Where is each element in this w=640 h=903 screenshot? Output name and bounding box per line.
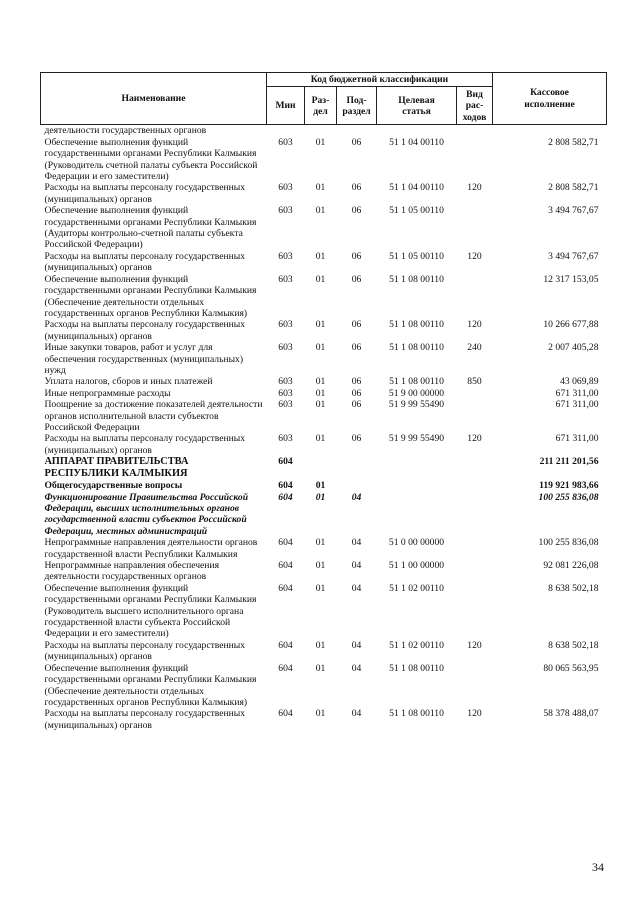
cell-code-podrazdel: 04: [351, 491, 362, 503]
cell-code-vid: 120: [467, 319, 482, 331]
column-header-razdel: Раз- дел: [305, 87, 337, 125]
cell-code-razdel: [305, 125, 337, 137]
cell-code-podrazdel: 04: [351, 537, 362, 549]
cell-code-podrazdel: [337, 480, 377, 491]
cell-code-razdel: 01: [315, 387, 326, 399]
cell-code-razdel: 01: [315, 319, 326, 331]
column-header-article: Целевая статья: [377, 87, 457, 125]
cell-code-podrazdel: 06: [351, 433, 362, 445]
cell-name: Уплата налогов, сборов и иных платежей: [44, 376, 213, 388]
cell-code-razdel: 01: [315, 136, 326, 148]
cell-code-vid: 120: [467, 433, 482, 445]
cell-code-min: 603: [278, 387, 293, 399]
column-header-podrazdel: Под- раздел: [337, 87, 377, 125]
cell-code-podrazdel: 06: [351, 342, 362, 354]
cell-code-article: 51 1 05 00110: [389, 250, 444, 262]
cell-code-razdel: 01: [315, 182, 326, 194]
cell-amount: 671 311,00: [555, 399, 599, 411]
cell-name: Иные закупки товаров, работ и услуг для обеспечения государственных (муниципальных) нужд: [44, 342, 244, 376]
cell-name: Обеспечение выполнения функций государственными органами Республики Калмыкия (Руководитель счетной палаты субъекта Российской Федерации и его заместители): [44, 136, 258, 183]
cell-code-podrazdel: 04: [351, 708, 362, 720]
cell-code-min: 603: [278, 205, 293, 217]
table-row: [41, 376, 607, 387]
table-row: [41, 640, 607, 663]
table-row: [41, 492, 607, 538]
budget-document: [40, 72, 606, 731]
cell-code-razdel: 01: [315, 273, 326, 285]
cell-code-min: 604: [278, 662, 293, 674]
cell-amount: 80 065 563,95: [543, 662, 599, 674]
cell-code-article: 51 1 02 00110: [389, 582, 444, 594]
cell-code-podrazdel: 06: [351, 319, 362, 331]
cell-name: Непрограммные направления обеспечения деятельности государственных органов: [44, 560, 219, 583]
cell-amount: 211 211 201,56: [539, 456, 599, 468]
cell-code-article: 51 1 00 00000: [388, 560, 445, 572]
column-header-amount: Кассовое исполнение: [493, 73, 607, 125]
column-header-name: Наименование: [41, 73, 267, 125]
cell-name: АППАРАТ ПРАВИТЕЛЬСТВА РЕСПУБЛИКИ КАЛМЫКИЯ: [44, 456, 189, 480]
cell-name: Иные непрограммные расходы: [44, 387, 171, 399]
cell-code-min: 603: [278, 250, 293, 262]
cell-code-vid: [457, 456, 493, 480]
cell-code-razdel: 01: [315, 537, 326, 549]
cell-code-min: 604: [278, 480, 293, 492]
cell-code-vid: [457, 274, 493, 320]
table-row: [41, 399, 607, 433]
cell-code-min: 604: [278, 491, 293, 503]
cell-code-podrazdel: 04: [351, 662, 362, 674]
cell-code-vid: 120: [467, 182, 482, 194]
cell-amount: 671 311,00: [555, 387, 599, 399]
cell-code-vid: 120: [467, 708, 482, 720]
cell-code-article: 51 1 02 00110: [389, 639, 444, 651]
cell-code-article: 51 0 00 00000: [388, 537, 445, 549]
cell-amount: [493, 125, 607, 137]
cell-code-min: 604: [278, 582, 293, 594]
cell-code-podrazdel: 06: [351, 250, 362, 262]
column-group-header: Код бюджетной классификации: [267, 73, 493, 87]
table-row: [41, 583, 607, 640]
table-row: [41, 433, 607, 456]
table-row: [41, 205, 607, 251]
cell-code-min: 603: [278, 273, 293, 285]
cell-amount: 8 638 502,18: [548, 639, 599, 651]
cell-name: Обеспечение выполнения функций государственными органами Республики Калмыкия (Обеспечение деятельности отдельных государственных органов Республики Калмыкия): [44, 662, 257, 708]
cell-code-vid: [457, 205, 493, 251]
cell-amount: 12 317 153,05: [543, 273, 599, 285]
cell-code-article: 51 1 08 00110: [389, 273, 444, 285]
cell-code-article: 51 1 08 00110: [389, 376, 444, 388]
cell-code-vid: [457, 480, 493, 491]
cell-code-podrazdel: 06: [351, 399, 362, 411]
cell-name: Обеспечение выполнения функций государственными органами Республики Калмыкия (Руководитель высшего исполнительного органа государственной власти субъекта Российской Федерации и его заместители): [44, 582, 257, 640]
cell-code-podrazdel: 06: [351, 273, 362, 285]
cell-code-article: [377, 456, 457, 480]
table-row: [41, 137, 607, 183]
column-header-vid: Вид рас- ходов: [457, 87, 493, 125]
cell-amount: 119 921 983,66: [539, 480, 599, 492]
cell-code-vid: [457, 560, 493, 583]
cell-name: Расходы на выплаты персоналу государственных (муниципальных) органов: [44, 639, 246, 663]
cell-name: Расходы на выплаты персоналу государственных (муниципальных) органов: [44, 708, 246, 731]
cell-code-podrazdel: 06: [351, 136, 362, 148]
cell-code-razdel: 01: [315, 639, 326, 651]
table-row: [41, 708, 607, 731]
table-row: [41, 480, 607, 491]
cell-amount: 671 311,00: [555, 433, 599, 445]
cell-code-podrazdel: 06: [351, 182, 362, 194]
cell-code-razdel: 01: [315, 205, 326, 217]
table-header: [41, 73, 607, 125]
cell-code-min: 603: [278, 182, 293, 194]
cell-code-article: 51 1 04 00110: [389, 136, 444, 148]
cell-name: Функционирование Правительства Российской Федерации, высших исполнительных органов государственной власти субъектов Российской Федерации, местных администраций: [44, 491, 249, 537]
cell-code-razdel: [305, 456, 337, 480]
cell-name: Непрограммные направления деятельности органов государственной власти Республики Калмыкия: [44, 537, 258, 560]
cell-name: Расходы на выплаты персоналу государственных (муниципальных) органов: [44, 319, 246, 342]
table-row: [41, 456, 607, 480]
cell-code-podrazdel: 04: [351, 560, 362, 572]
cell-code-min: 603: [278, 376, 293, 388]
cell-code-article: [377, 125, 457, 137]
cell-amount: 100 255 836,08: [538, 537, 599, 549]
cell-code-podrazdel: 04: [351, 639, 362, 651]
cell-name: Обеспечение выполнения функций государственными органами Республики Калмыкия (Аудиторы контрольно-счетной палаты субъекта Российской Федерации): [44, 205, 257, 251]
cell-amount: 3 494 767,67: [548, 250, 599, 262]
cell-code-min: 604: [278, 560, 293, 572]
cell-name: Поощрение за достижение показателей деятельности органов исполнительной власти субъектов Российской Федерации: [44, 399, 263, 433]
cell-code-podrazdel: [337, 125, 377, 137]
cell-code-article: 51 1 04 00110: [389, 182, 444, 194]
cell-amount: 2 007 405,28: [548, 342, 599, 354]
cell-code-razdel: 01: [315, 480, 326, 492]
column-header-min: Мин: [267, 87, 305, 125]
cell-code-podrazdel: [337, 456, 377, 480]
table-row: [41, 560, 607, 583]
table-row: [41, 274, 607, 320]
cell-code-vid: [457, 125, 493, 137]
table-row: [41, 537, 607, 560]
cell-name: Общегосударственные вопросы: [44, 480, 183, 492]
cell-amount: 2 808 582,71: [548, 182, 599, 194]
cell-code-vid: [457, 137, 493, 183]
cell-amount: 92 081 226,08: [543, 560, 599, 572]
cell-name: Расходы на выплаты персоналу государственных (муниципальных) органов: [44, 250, 246, 274]
cell-code-vid: [457, 388, 493, 399]
cell-code-razdel: 01: [315, 491, 326, 503]
cell-code-podrazdel: 06: [351, 376, 362, 388]
table-row: [41, 125, 607, 137]
table-row: [41, 319, 607, 342]
cell-code-min: 603: [278, 433, 293, 445]
cell-code-article: 51 1 08 00110: [389, 319, 444, 331]
cell-code-min: 604: [278, 708, 293, 720]
cell-amount: 43 069,89: [560, 376, 599, 388]
cell-code-podrazdel: 04: [351, 582, 362, 594]
page-number: 34: [592, 860, 604, 874]
cell-amount: 100 255 836,08: [538, 491, 599, 503]
cell-code-min: 604: [278, 537, 293, 549]
cell-code-vid: [457, 663, 493, 709]
cell-code-article: 51 1 08 00110: [389, 708, 444, 720]
cell-amount: 3 494 767,67: [548, 205, 599, 217]
cell-name: Обеспечение выполнения функций государственными органами Республики Калмыкия (Обеспечение деятельности отдельных государственных органов Республики Калмыкия): [44, 273, 257, 319]
cell-code-razdel: 01: [315, 342, 326, 354]
table-body: [41, 125, 607, 731]
cell-code-vid: 240: [467, 342, 482, 354]
cell-code-article: 51 1 05 00110: [389, 205, 444, 217]
cell-code-article: 51 9 99 55490: [388, 399, 445, 411]
cell-code-min: 603: [278, 342, 293, 354]
cell-code-article: [377, 480, 457, 491]
cell-code-razdel: 01: [315, 708, 326, 720]
cell-code-razdel: 01: [315, 433, 326, 445]
cell-amount: 2 808 582,71: [548, 136, 599, 148]
cell-name: деятельности государственных органов: [44, 125, 207, 137]
cell-code-min: 603: [278, 319, 293, 331]
cell-code-razdel: 01: [315, 560, 326, 572]
cell-name: Расходы на выплаты персоналу государственных (муниципальных) органов: [44, 182, 246, 205]
cell-code-min: 604: [278, 456, 293, 468]
table-row: [41, 388, 607, 399]
cell-code-min: 604: [278, 639, 293, 651]
cell-code-podrazdel: 06: [351, 387, 362, 399]
cell-code-vid: [457, 583, 493, 640]
cell-code-razdel: 01: [315, 399, 326, 411]
cell-code-razdel: 01: [315, 662, 326, 674]
cell-code-vid: 120: [467, 250, 482, 262]
cell-code-article: 51 1 08 00110: [389, 662, 444, 674]
cell-code-article: [377, 492, 457, 538]
cell-code-vid: 120: [467, 639, 482, 651]
cell-code-vid: [457, 399, 493, 433]
table-row: [41, 342, 607, 376]
cell-code-razdel: 01: [315, 582, 326, 594]
cell-code-vid: [457, 537, 493, 560]
cell-code-article: 51 9 00 00000: [388, 387, 445, 399]
cell-code-vid: [457, 492, 493, 538]
cell-code-razdel: 01: [315, 376, 326, 388]
cell-amount: 8 638 502,18: [548, 582, 599, 594]
budget-table: [40, 72, 607, 731]
cell-code-podrazdel: 06: [351, 205, 362, 217]
table-row: [41, 251, 607, 274]
cell-code-article: 51 9 99 55490: [388, 433, 445, 445]
table-row: [41, 182, 607, 205]
cell-amount: 58 378 488,07: [543, 708, 599, 720]
cell-code-article: 51 1 08 00110: [389, 342, 444, 354]
cell-code-min: 603: [278, 136, 293, 148]
cell-code-razdel: 01: [315, 250, 326, 262]
cell-code-vid: 850: [467, 376, 482, 388]
cell-code-min: 603: [278, 399, 293, 411]
cell-code-min: [267, 125, 305, 137]
table-row: [41, 663, 607, 709]
cell-name: Расходы на выплаты персоналу государственных (муниципальных) органов: [44, 433, 246, 456]
cell-amount: 10 266 677,88: [543, 319, 599, 331]
